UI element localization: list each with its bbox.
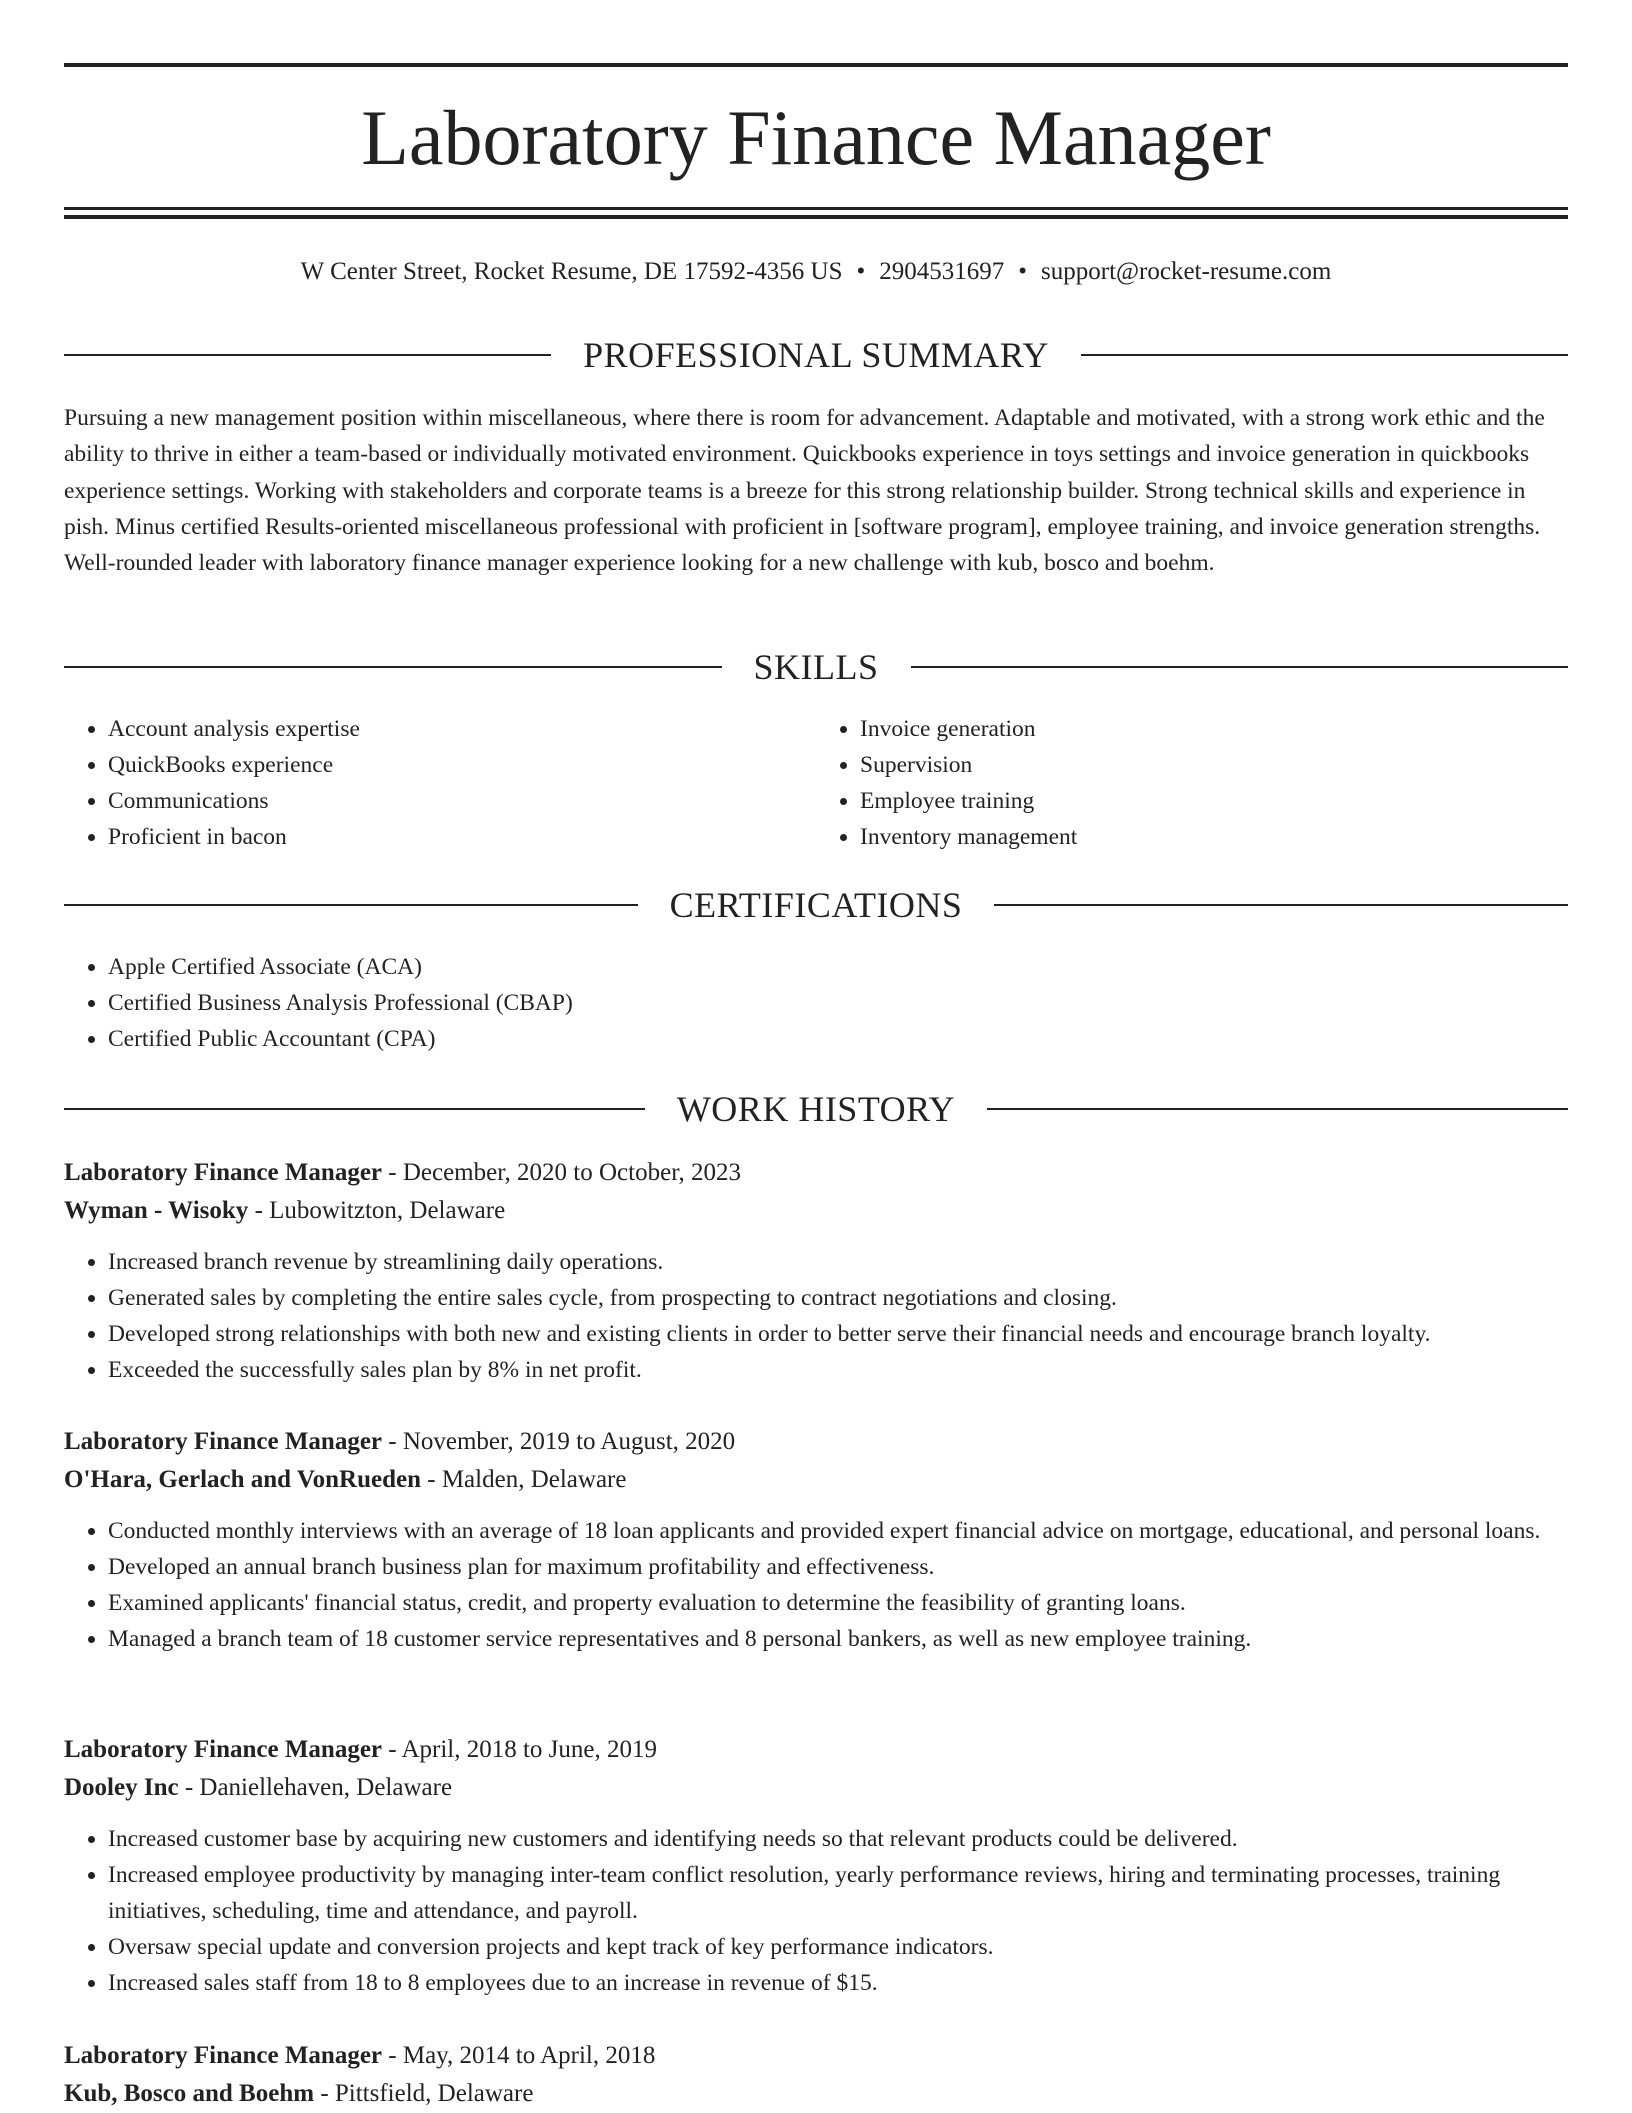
certification-item: • Certified Public Accountant (CPA) <box>108 1021 1568 1057</box>
job-title: Laboratory Finance Manager <box>64 1428 383 1455</box>
heading-rule <box>994 904 1568 906</box>
section-heading-label: PROFESSIONAL SUMMARY <box>583 335 1049 375</box>
skill-item: • Inventory management <box>860 819 1568 855</box>
job-bullet: • Conducted monthly interviews with an average of 18 loan applicants and provided expert financial advice on mortgage, educational, and personal loans. <box>108 1513 1568 1549</box>
job-bullets <box>64 1244 1568 1388</box>
certifications-list <box>64 949 1568 1057</box>
skill-item: • Employee training <box>860 783 1568 819</box>
certification-item: • Apple Certified Associate (ACA) <box>108 949 1568 985</box>
skills-column-right <box>816 711 1568 855</box>
job-dates: - December, 2020 to October, 2023 <box>388 1159 742 1186</box>
skill-item: • Invoice generation <box>860 711 1568 747</box>
section-heading-summary <box>64 333 1568 377</box>
skill-item: • Account analysis expertise <box>108 711 816 747</box>
job-bullets <box>64 1821 1568 2001</box>
job-bullet: • Increased employee productivity by managing inter-team conflict resolution, yearly performance reviews, hiring and terminating processes, training initiatives, scheduling, time and attendance, and payroll. <box>108 1857 1568 1929</box>
certification-item: • Certified Business Analysis Professional (CBAP) <box>108 985 1568 1021</box>
job-bullet: • Developed an annual branch business plan for maximum profitability and effectiveness. <box>108 1549 1568 1585</box>
job-title: Laboratory Finance Manager <box>64 1736 383 1763</box>
heading-rule <box>911 666 1569 668</box>
section-heading-certifications <box>64 883 1568 927</box>
contact-separator: • <box>856 258 866 285</box>
skills-column-left <box>64 711 816 855</box>
job-location: - Malden, Delaware <box>427 1466 627 1493</box>
job-title-line <box>64 1731 1568 1769</box>
heading-rule <box>987 1108 1568 1110</box>
job-title-line <box>64 1423 1568 1461</box>
skill-item: • Communications <box>108 783 816 819</box>
contact-separator: • <box>1018 258 1028 285</box>
job-location: - Lubowitzton, Delaware <box>254 1197 506 1224</box>
job-dates: - November, 2019 to August, 2020 <box>388 1428 736 1455</box>
job-bullet: • Increased sales staff from 18 to 8 employees due to an increase in revenue of $15. <box>108 1965 1568 2001</box>
section-heading-skills <box>64 645 1568 689</box>
contact-address: W Center Street, Rocket Resume, DE 17592-4356 US <box>300 258 843 285</box>
job-entry <box>64 1154 1568 1388</box>
job-company-line <box>64 1192 1568 1230</box>
heading-rule <box>64 1108 645 1110</box>
job-entry <box>64 2037 1568 2113</box>
skill-item: • Supervision <box>860 747 1568 783</box>
job-title-line <box>64 1154 1568 1192</box>
job-title-line <box>64 2037 1568 2075</box>
job-company-line <box>64 1769 1568 1807</box>
job-title: Laboratory Finance Manager <box>64 2042 383 2069</box>
job-bullet: • Generated sales by completing the entire sales cycle, from prospecting to contract negotiations and closing. <box>108 1280 1568 1316</box>
job-bullets <box>64 1513 1568 1657</box>
header-bottom-rule-thick <box>64 215 1568 219</box>
job-location: - Pittsfield, Delaware <box>320 2080 534 2107</box>
job-company: Dooley Inc <box>64 1774 179 1801</box>
section-heading-label: CERTIFICATIONS <box>669 885 963 925</box>
job-company: O'Hara, Gerlach and VonRueden <box>64 1466 421 1493</box>
contact-email: support@rocket-resume.com <box>1041 258 1332 285</box>
job-bullet: • Increased branch revenue by streamlining daily operations. <box>108 1244 1568 1280</box>
job-location: - Daniellehaven, Delaware <box>184 1774 453 1801</box>
job-bullet: • Developed strong relationships with both new and existing clients in order to better serve their financial needs and encourage branch loyalty. <box>108 1316 1568 1352</box>
job-title: Laboratory Finance Manager <box>64 1159 383 1186</box>
heading-rule <box>64 904 638 906</box>
job-company: Wyman - Wisoky <box>64 1197 249 1224</box>
skill-item: • Proficient in bacon <box>108 819 816 855</box>
section-heading-label: WORK HISTORY <box>676 1089 956 1129</box>
job-company: Kub, Bosco and Boehm <box>64 2080 315 2107</box>
job-dates: - April, 2018 to June, 2019 <box>388 1736 658 1763</box>
job-dates: - May, 2014 to April, 2018 <box>388 2042 656 2069</box>
job-entry <box>64 1731 1568 2001</box>
summary-text: Pursuing a new management position within miscellaneous, where there is room for advancement. Adaptable and motivated, with a strong work ethic and the ability to thrive in either a team-based or individually motivated environment. Quickbooks experience in toys settings and invoice generation in quickbooks experience settings. Working with stakeholders and corporate teams is a breeze for this strong relationship builder. Strong technical skills and experience in pish. Minus certified Results-oriented miscellaneous professional with proficient in [software program], employee training, and invoice generation strengths. Well-rounded leader with laboratory finance manager experience looking for a new challenge with kub, bosco and boehm. <box>64 405 1545 577</box>
section-heading-work-history <box>64 1087 1568 1131</box>
job-company-line <box>64 1461 1568 1499</box>
heading-rule <box>1081 354 1568 356</box>
job-bullet: • Managed a branch team of 18 customer service representatives and 8 personal bankers, as well as new employee training. <box>108 1621 1568 1657</box>
section-heading-label: SKILLS <box>753 647 879 687</box>
job-company-line <box>64 2075 1568 2113</box>
job-bullet: • Exceeded the successfully sales plan by 8% in net profit. <box>108 1352 1568 1388</box>
skill-item: • QuickBooks experience <box>108 747 816 783</box>
contact-line <box>64 254 1568 290</box>
header-bottom-rule-thin <box>64 207 1568 210</box>
job-bullet: • Examined applicants' financial status, credit, and property evaluation to determine the feasibility of granting loans. <box>108 1585 1568 1621</box>
contact-phone: 2904531697 <box>879 258 1005 285</box>
job-bullet: • Increased customer base by acquiring new customers and identifying needs so that relevant products could be delivered. <box>108 1821 1568 1857</box>
job-entry <box>64 1423 1568 1657</box>
job-bullet: • Oversaw special update and conversion projects and kept track of key performance indicators. <box>108 1929 1568 1965</box>
resume-title: Laboratory Finance Manager <box>361 94 1271 181</box>
heading-rule <box>64 354 551 356</box>
header-top-rule <box>64 63 1568 67</box>
skills-list <box>64 711 1568 855</box>
heading-rule <box>64 666 722 668</box>
